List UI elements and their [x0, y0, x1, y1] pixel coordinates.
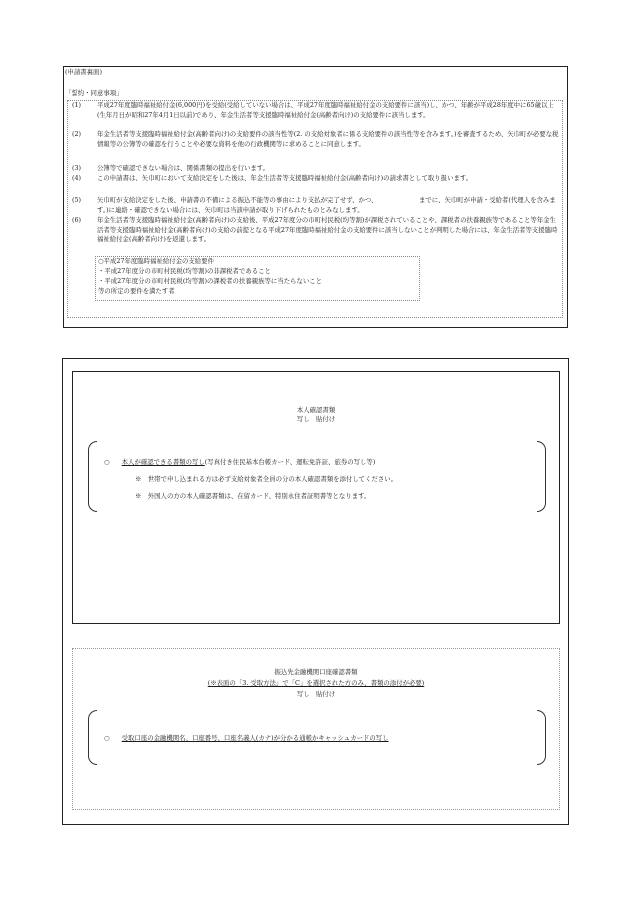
bank-docs-subtitle: 写し 貼付け — [296, 690, 336, 698]
condition-line: ・平成27年度分の市町村民税(均等割)の課税者の扶養親族等に当たらないこと — [98, 277, 323, 285]
id-docs-note: ※ 世帯で申し込まれる方は必ず支給対象者全員の分の本人確認書類を添付してください。 — [135, 475, 398, 483]
condition-heading: ○平成27年度臨時福祉給付金の支給要件 — [98, 257, 214, 265]
condition-line: ・平成27年度分の市町村民税(均等割)の非課税者であること — [98, 267, 271, 275]
pledge-text: 年金生活者等支援臨時福祉給付金(高齢者向け)の支給要件の該当性等(2. の支給対象者に係る支給要件の該当性等を含みます。)を審査するため、矢巾町が必要な税情報等の公簿等の確認を行うことや必要な資料を他の行政機関等に求めることに同意します。 — [97, 130, 559, 148]
left-bracket — [88, 441, 97, 512]
bullet-circle: ○ — [104, 734, 110, 742]
bank-docs-item-text: 受取口座の金融機関名、口座番号、口座名義人(カナ)が分かる通帳かキャッシュカードの写し — [121, 734, 389, 742]
right-bracket — [537, 710, 546, 765]
bullet-circle: ○ — [104, 458, 110, 466]
pledge-item — [72, 196, 560, 216]
condition-line: 等の所定の要件を満たす者 — [98, 287, 175, 295]
bank-docs-item — [104, 734, 389, 744]
bank-docs-title: 振込先金融機関口座確認書類 — [274, 668, 358, 676]
pledge-text: この申請書は、矢巾町において支給決定をした後は、年金生活者等支援臨時福祉給付金(高齢者向け)の請求書として取り扱います。 — [97, 174, 473, 182]
pledge-item — [72, 130, 560, 159]
pledge-item — [72, 174, 560, 194]
pledge-number: (2) — [72, 130, 82, 138]
id-docs-item — [104, 458, 375, 468]
id-docs-note: ※ 外国人の方の本人確認書類は、在留カード、特別永住者証明書等となります。 — [135, 492, 371, 500]
pledge-number: (6) — [72, 216, 82, 224]
left-bracket — [88, 710, 97, 765]
pledge-text: 年金生活者等支援臨時福祉給付金(高齢者向け)の支給後、平成27年度分の市町村民税(均等割)が課税されていることや、課税者の扶養親族等であること等年金生活者等支援臨時福祉給付金(高齢者向け)の支給の前提となる平成27年度臨時福祉給付金の支給要件に該当しないことが判明した場合には、年金生活者等支援臨時福祉給付金(高齢者向け)を返還します。 — [97, 216, 558, 244]
id-docs-title: 本人確認書類 — [296, 406, 336, 414]
section-title: 「誓約・同意事項」 — [65, 89, 123, 97]
pledge-number: (4) — [72, 174, 82, 182]
pledge-item — [72, 164, 560, 174]
id-docs-subtitle: 写し 貼付け — [296, 415, 336, 423]
right-bracket — [537, 441, 546, 512]
pledge-text: 平成27年度臨時福祉給付金(6,000円)を受給(受給していない場合は、平成27年度臨時福祉給付金の支給要件に該当)し、かつ、年齢が平成28年度中に65歳以上(生年月日が昭和27年4月1日以前)であり、年金生活者等支援臨時福祉給付金(高齢者向け)の支給要件に該当します。 — [97, 101, 554, 119]
pledge-item — [72, 101, 560, 130]
pledge-text: 公簿等で確認できない場合は、関係書類の提出を行います。 — [97, 164, 270, 172]
pledge-text: 矢巾町が支給決定をした後、申請書の不備による振込不能等の事由により支払が完了せず、かつ、 までに、矢巾町が申請・受給者(代理人を含みます。)に連絡・確認できない場合には、矢巾町は当該申請が取り下げられたものとみなします。 — [97, 196, 556, 214]
bank-docs-requirement: (※表面の「3. 受取方法」で「C」を選択された方のみ、書類の添付が必要) — [207, 679, 425, 687]
pledge-number: (5) — [72, 196, 82, 204]
page-label: (申請書裏面) — [65, 68, 102, 76]
id-docs-item-examples: (写真付き住民基本台帳カード、運転免許証、旅券の写し等) — [204, 458, 376, 466]
pledge-number: (1) — [72, 101, 82, 109]
pledge-item — [72, 216, 560, 246]
pledge-number: (3) — [72, 164, 82, 172]
id-docs-item-main: 本人が確認できる書類の写し — [121, 458, 205, 466]
